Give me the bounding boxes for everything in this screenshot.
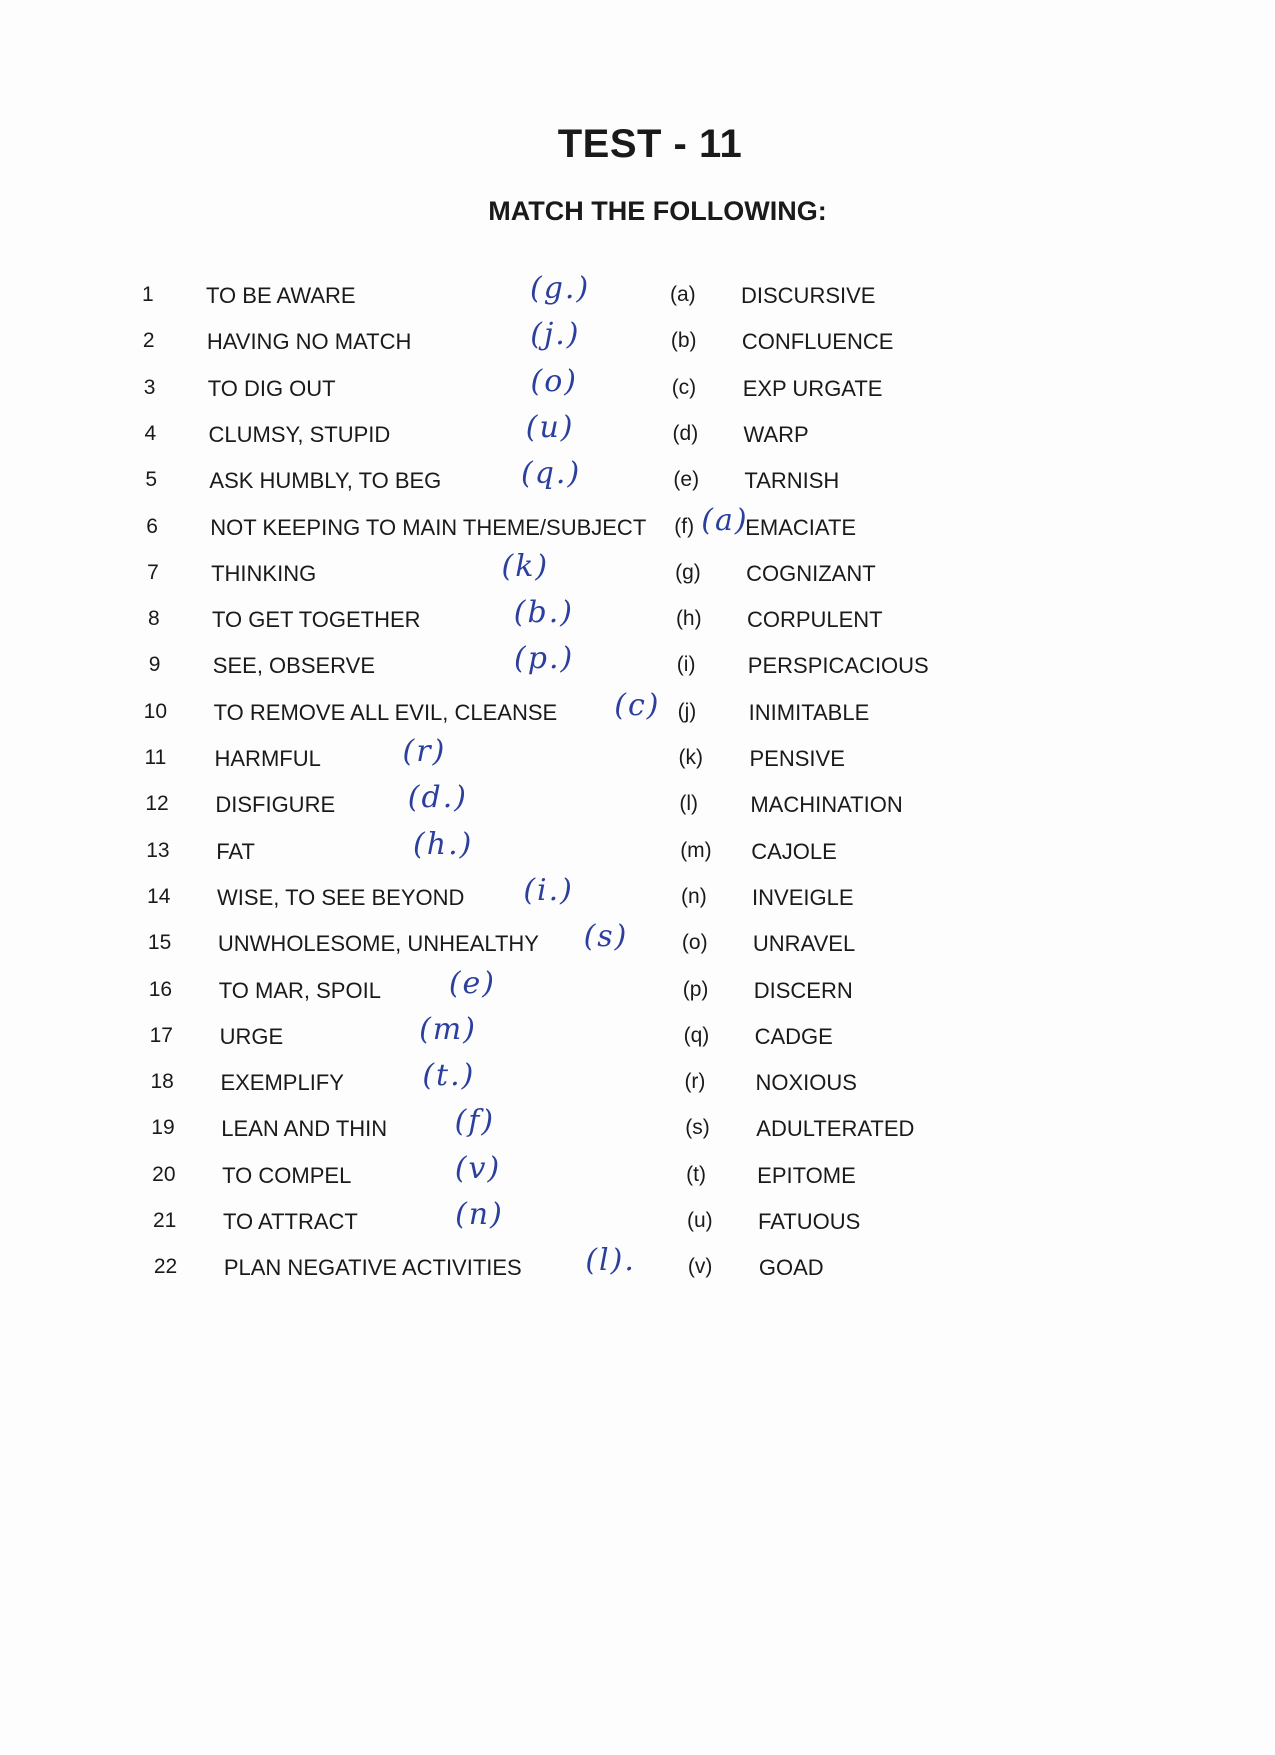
item-number: 10 <box>143 699 167 723</box>
definition-text: ASK HUMBLY, TO BEG <box>209 468 442 494</box>
handwritten-answer: (a) <box>701 502 749 538</box>
definition-text: FAT <box>216 838 255 864</box>
option-word: PENSIVE <box>749 746 845 771</box>
option-letter: (d) <box>672 421 699 445</box>
handwritten-answer: (h.) <box>413 826 474 862</box>
definition-text: TO MAR, SPOIL <box>218 977 381 1003</box>
handwritten-answer: (g.) <box>530 271 591 306</box>
definition-text: CLUMSY, STUPID <box>208 421 391 447</box>
handwritten-answer: (f) <box>454 1104 496 1140</box>
handwritten-answer: (r) <box>402 734 447 769</box>
option-letter: (n) <box>681 884 707 908</box>
definition-text: HARMFUL <box>214 746 321 771</box>
handwritten-answer: (q.) <box>521 456 582 492</box>
option-word: FATUOUS <box>758 1209 861 1234</box>
item-number: 13 <box>146 838 170 862</box>
definition-text: WISE, TO SEE BEYOND <box>217 884 465 910</box>
item-number: 6 <box>146 514 158 538</box>
handwritten-answer: (d.) <box>407 780 468 816</box>
match-row <box>0 641 1275 687</box>
option-word: EMACIATE <box>745 514 857 540</box>
option-letter: (u) <box>687 1209 713 1232</box>
option-word: EXP URGATE <box>742 375 883 401</box>
definition-text: TO ATTRACT <box>223 1209 358 1234</box>
option-word: NOXIOUS <box>755 1070 857 1096</box>
definition-text: SEE, OBSERVE <box>212 653 376 679</box>
page-subtitle: MATCH THE FOLLOWING: <box>488 196 827 226</box>
handwritten-answer: (p.) <box>514 641 575 677</box>
option-word: GOAD <box>758 1255 824 1281</box>
match-row <box>0 409 1275 456</box>
match-row <box>0 595 1275 641</box>
match-row <box>0 780 1275 826</box>
definition-text: DISFIGURE <box>215 792 336 818</box>
definition-text: LEAN AND THIN <box>221 1116 388 1142</box>
match-row <box>0 687 1275 734</box>
definition-text: THINKING <box>211 560 317 586</box>
item-number: 15 <box>147 931 172 955</box>
item-number: 12 <box>145 792 169 816</box>
item-number: 19 <box>151 1116 175 1140</box>
item-number: 8 <box>147 607 160 631</box>
handwritten-answer: (b.) <box>513 595 574 631</box>
definition-text: EXEMPLIFY <box>220 1070 344 1096</box>
handwritten-answer: (c) <box>614 687 661 723</box>
option-letter: (s) <box>685 1116 710 1140</box>
match-row <box>0 1058 1275 1104</box>
option-letter: (b) <box>670 329 697 353</box>
option-word: COGNIZANT <box>746 560 876 586</box>
match-row <box>0 317 1275 363</box>
option-word: CADGE <box>754 1023 833 1049</box>
option-letter: (l) <box>679 792 698 816</box>
option-letter: (a) <box>670 283 696 306</box>
option-letter: (m) <box>680 838 712 862</box>
definition-text: TO BE AWARE <box>206 283 356 308</box>
definition-text: TO REMOVE ALL EVIL, CLEANSE <box>213 699 558 725</box>
option-word: CORPULENT <box>746 607 883 633</box>
match-row <box>0 456 1275 502</box>
option-letter: (t) <box>686 1162 706 1186</box>
option-letter: (v) <box>687 1255 713 1279</box>
option-word: CONFLUENCE <box>741 329 894 355</box>
definition-text: TO DIG OUT <box>207 375 336 401</box>
option-letter: (q) <box>683 1023 710 1047</box>
item-number: 20 <box>152 1162 176 1186</box>
item-number: 14 <box>147 884 171 908</box>
handwritten-answer: (n) <box>455 1197 504 1232</box>
match-row <box>0 872 1275 919</box>
item-number: 3 <box>143 375 156 399</box>
option-word: CAJOLE <box>751 838 837 864</box>
option-word: UNRAVEL <box>752 931 856 957</box>
handwritten-answer: (m) <box>419 1011 477 1047</box>
item-number: 9 <box>148 653 161 677</box>
definition-text: UNWHOLESOME, UNHEALTHY <box>217 931 539 957</box>
handwritten-answer: (j.) <box>530 317 581 353</box>
definition-text: PLAN NEGATIVE ACTIVITIES <box>223 1255 522 1281</box>
option-word: ADULTERATED <box>756 1116 915 1142</box>
handwritten-answer: (s) <box>583 919 629 955</box>
handwritten-answer: (k) <box>501 548 550 584</box>
item-number: 21 <box>153 1209 177 1232</box>
item-number: 11 <box>144 746 167 769</box>
match-row <box>0 1197 1275 1243</box>
item-number: 16 <box>148 977 173 1001</box>
handwritten-answer: (v) <box>454 1150 502 1186</box>
option-letter: (g) <box>675 560 701 584</box>
handwritten-answer: (i.) <box>523 872 574 908</box>
handwritten-answer: (l). <box>585 1243 636 1279</box>
match-row <box>0 363 1275 410</box>
match-row <box>0 502 1275 549</box>
definition-text: TO COMPEL <box>222 1162 352 1188</box>
match-row <box>0 965 1275 1012</box>
match-row <box>0 1243 1275 1289</box>
option-letter: (c) <box>671 375 697 399</box>
match-row <box>0 548 1275 595</box>
match-row <box>0 271 1275 317</box>
option-letter: (f) <box>674 514 695 538</box>
item-number: 7 <box>147 560 159 584</box>
option-word: DISCERN <box>753 977 853 1003</box>
item-number: 22 <box>153 1255 178 1279</box>
option-letter: (h) <box>675 607 702 631</box>
option-letter: (k) <box>678 746 703 769</box>
handwritten-answer: (e) <box>448 965 496 1001</box>
option-word: MACHINATION <box>750 792 903 818</box>
option-letter: (j) <box>677 699 697 723</box>
definition-text: TO GET TOGETHER <box>211 607 421 633</box>
option-word: INIMITABLE <box>748 699 870 725</box>
item-number: 18 <box>150 1070 174 1094</box>
handwritten-answer: (u) <box>525 409 575 445</box>
match-row <box>0 1150 1275 1197</box>
option-word: INVEIGLE <box>752 884 854 910</box>
option-word: TARNISH <box>744 468 840 494</box>
match-row <box>0 734 1275 780</box>
handwritten-answer: (o) <box>530 363 578 399</box>
option-letter: (p) <box>682 977 709 1001</box>
page-title: TEST - 11 <box>557 122 743 166</box>
option-letter: (o) <box>681 931 708 955</box>
item-number: 17 <box>149 1023 173 1047</box>
item-number: 5 <box>145 468 158 492</box>
definition-text: URGE <box>219 1023 284 1049</box>
option-word: WARP <box>743 421 809 447</box>
option-word: EPITOME <box>757 1162 856 1188</box>
match-row <box>0 826 1275 873</box>
option-letter: (e) <box>673 468 700 492</box>
item-number: 1 <box>142 283 154 306</box>
item-number: 4 <box>144 421 157 445</box>
option-letter: (r) <box>684 1070 706 1094</box>
match-row <box>0 1104 1275 1150</box>
definition-text: HAVING NO MATCH <box>206 329 412 355</box>
option-letter: (i) <box>676 653 696 677</box>
match-row <box>0 919 1275 965</box>
handwritten-answer: (t.) <box>422 1058 476 1094</box>
match-row <box>0 1011 1275 1058</box>
option-word: PERSPICACIOUS <box>747 653 929 679</box>
option-word: DISCURSIVE <box>741 283 876 308</box>
definition-text: NOT KEEPING TO MAIN THEME/SUBJECT <box>210 514 647 540</box>
item-number: 2 <box>142 329 155 353</box>
